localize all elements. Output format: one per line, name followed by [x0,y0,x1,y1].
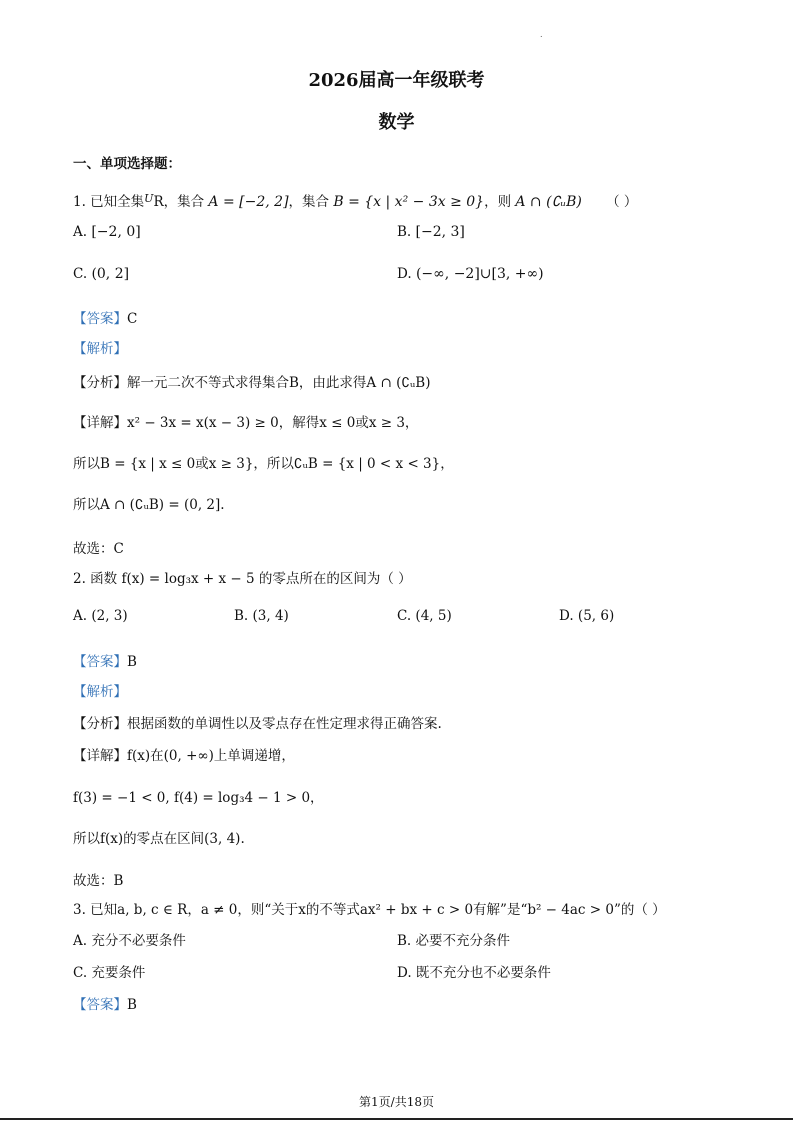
option-label: C. [73,266,88,282]
q1-option-a [73,224,141,240]
q1-stem-part: ，则 [484,194,512,210]
option-label: D. [397,266,412,282]
option-label: B. [397,224,412,240]
q3-option-a: A. 充分不必要条件 [73,933,186,949]
fenxi-tag: 【分析】 [73,375,127,391]
xiangjie-tag: 【详解】 [73,415,127,431]
q1-option-c [73,266,129,282]
q1-expression: A ∩ (∁ᵤB) [515,194,582,210]
q1-xiangjie [73,411,418,431]
q2-option-c: C. (4, 5) [397,608,452,624]
q2-xiangjie [73,744,295,764]
q1-stem-part: R，集合 [153,194,205,210]
page-footer: 第1页/共18页 [359,1095,434,1109]
section-heading: 一、单项选择题： [73,156,181,172]
q1-fenxi [73,371,431,391]
xiangjie-text: x² − 3x = x(x − 3) ≥ 0，解得x ≤ 0或x ≥ 3， [127,415,419,431]
q1-stem-part: 1. 已知全集 [73,194,145,210]
answer-tag: 【答案】 [73,997,127,1013]
q1-stem: 1. 已知全集$^U$R，集合 A = [−2, 2]，集合 B = {x | x² − 3x ≥ 0}，则 A ∩ (∁ᵤB) （ ） [73,192,638,210]
answer-value: B [127,654,137,670]
answer-value: B [127,997,137,1013]
fenxi-text: 根据函数的单调性以及零点存在性定理求得正确答案. [127,716,442,732]
q2-option-b: B. (3, 4) [234,608,289,624]
answer-tag: 【答案】 [73,311,127,327]
option-value: (−∞, −2]∪[3, +∞) [415,266,544,282]
q2-solution-line-2: f(3) = −1 < 0, f(4) = log₃4 − 1 > 0， [73,790,324,806]
q1-option-d [397,266,544,282]
q1-solution-line-2: 所以B = {x | x ≤ 0或x ≥ 3}，所以∁ᵤB = {x | 0 < x < 3}， [73,456,454,472]
option-value: [−2, 0] [91,224,141,240]
answer-value: C [127,311,138,327]
fenxi-text: 解一元二次不等式求得集合B，由此求得A ∩ (∁ᵤB) [127,375,431,391]
bottom-divider [0,1118,793,1120]
q2-stem: 2. 函数 f(x) = log₃x + x − 5 的零点所在的区间为（ ） [73,571,412,587]
page-title: 2026届高一年级联考 [308,70,485,91]
q1-set-a: A = [−2, 2] [208,194,289,210]
fenxi-tag: 【分析】 [73,716,127,732]
option-value: (0, 2] [91,266,130,282]
xiangjie-text: f(x)在(0, +∞)上单调递增， [127,748,295,764]
q3-option-d: D. 既不充分也不必要条件 [397,965,551,981]
q2-option-d: D. (5, 6) [559,608,615,624]
answer-tag: 【答案】 [73,654,127,670]
q3-option-b: B. 必要不充分条件 [397,933,511,949]
q2-option-a: A. (2, 3) [73,608,128,624]
q3-option-c: C. 充要条件 [73,965,146,981]
q2-solution-line-3: 所以f(x)的零点在区间(3, 4). [73,831,245,847]
q1-answer-blank: （ ） [606,194,638,210]
q3-stem: 3. 已知a, b, c ∈ R，a ≠ 0，则“关于x的不等式ax² + bx + c > 0有解”是“b² − 4ac > 0”的（ ） [73,902,666,918]
q1-conclusion: 故选：C [73,541,124,557]
q2-answer [73,650,137,670]
xiangjie-tag: 【详解】 [73,748,127,764]
q1-set-b: B = {x | x² − 3x ≥ 0} [333,194,485,210]
q2-fenxi [73,712,442,732]
q1-answer [73,307,137,327]
option-value: [−2, 3] [415,224,465,240]
q2-conclusion: 故选：B [73,873,124,889]
q1-stem-part: ，集合 [288,194,330,210]
q2-jiexi-tag: 【解析】 [73,684,127,700]
q3-answer [73,993,137,1013]
q1-solution-line-3: 所以A ∩ (∁ᵤB) = (0, 2]. [73,497,225,513]
header-dot: . [540,30,543,39]
q1-jiexi-tag: 【解析】 [73,341,127,357]
subject-title: 数学 [378,112,415,133]
q1-option-b [397,224,465,240]
option-label: A. [73,224,88,240]
